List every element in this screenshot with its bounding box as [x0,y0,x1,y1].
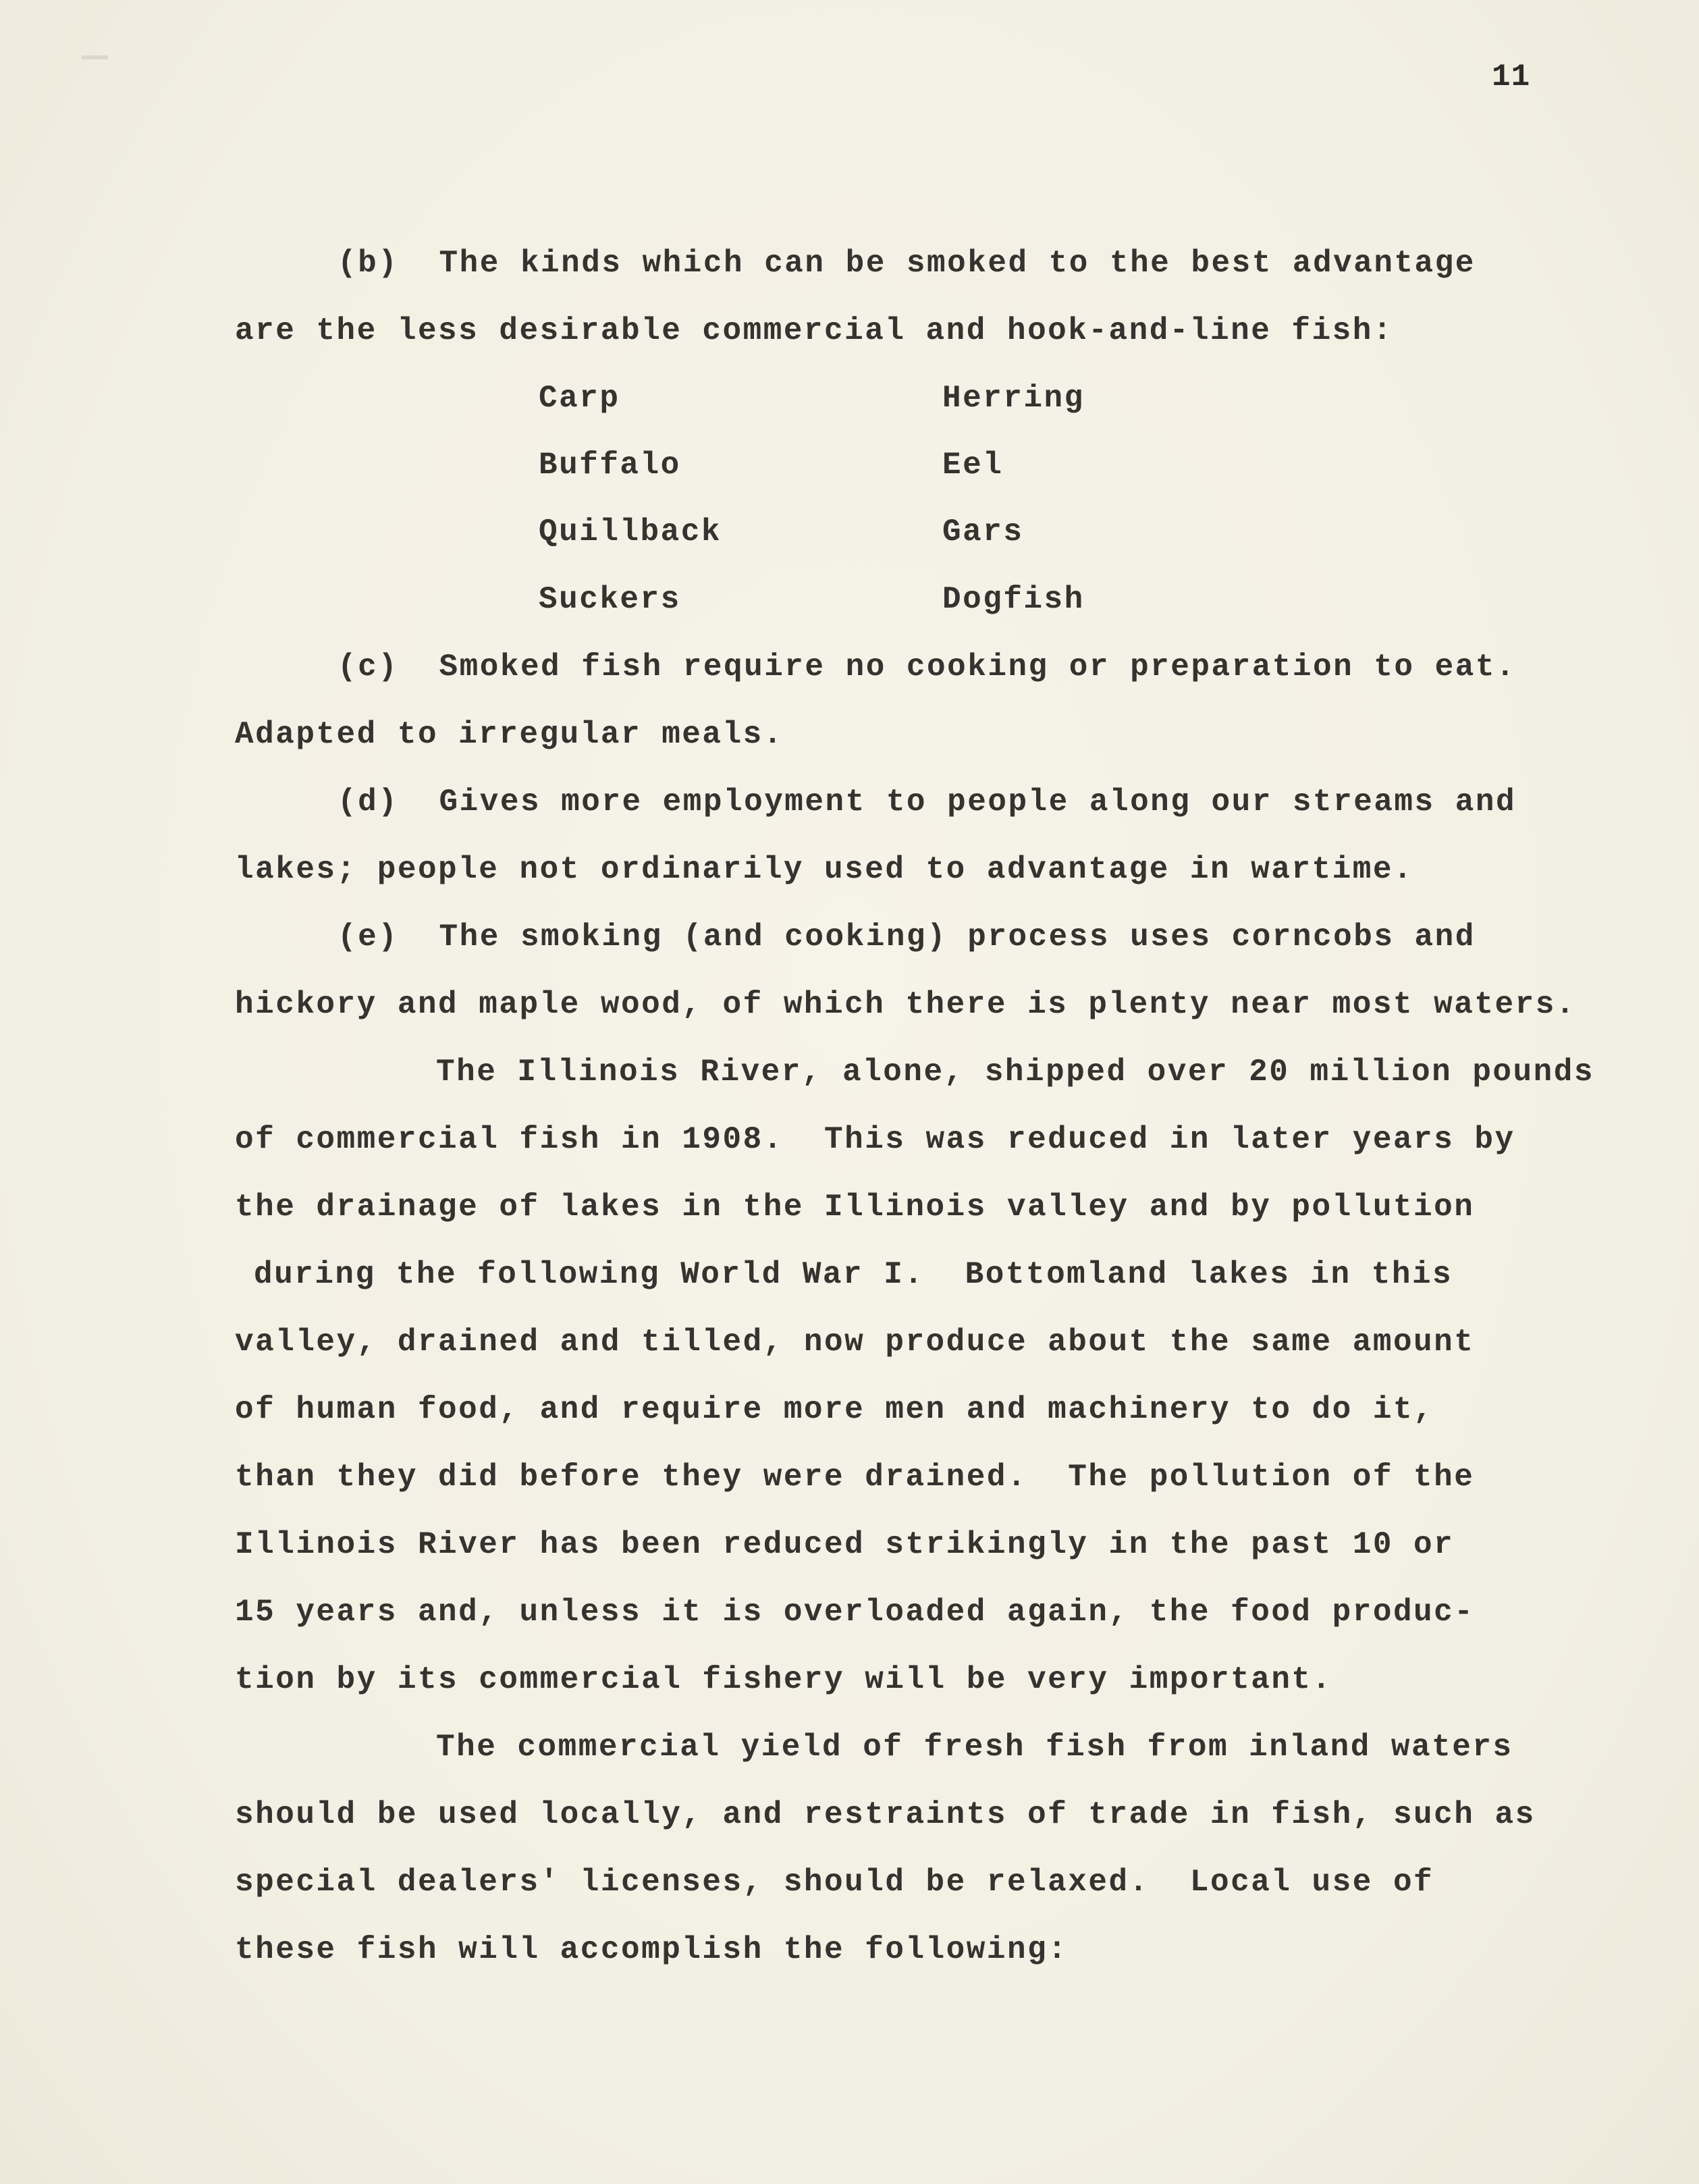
page-number: 11 [1492,59,1531,95]
fish-list-item: Herring [942,381,1085,416]
paragraph-c-line-2: Adapted to irregular meals. [235,717,784,752]
illinois-paragraph-line: the drainage of lakes in the Illinois valley and by pollution [235,1190,1475,1225]
paragraph-b-line-2: are the less desirable commercial and hook-and-line fish: [235,313,1393,348]
fish-list-item: Carp [539,381,620,416]
illinois-paragraph-line: of human food, and require more men and machinery to do it, [235,1392,1434,1427]
fish-list-item: Buffalo [539,448,681,483]
fish-list-item: Quillback [539,514,722,550]
illinois-paragraph-line: of commercial fish in 1908. This was reduced in later years by [235,1122,1515,1157]
illinois-paragraph-line: Illinois River has been reduced strikingly in the past 10 or [235,1527,1455,1562]
paragraph-d-line-2: lakes; people not ordinarily used to advantage in wartime. [235,852,1414,887]
illinois-paragraph-line: The Illinois River, alone, shipped over 20 million pounds [436,1055,1594,1090]
paragraph-b-line-1: (b) The kinds which can be smoked to the best advantage [338,246,1476,281]
illinois-paragraph-line: valley, drained and tilled, now produce about the same amount [235,1325,1475,1360]
paragraph-e-line-1: (e) The smoking (and cooking) process uses corncobs and [338,920,1476,955]
commercial-paragraph-line: should be used locally, and restraints of trade in fish, such as [235,1797,1536,1832]
commercial-paragraph-line: special dealers' licenses, should be relaxed. Local use of [235,1865,1434,1900]
illinois-paragraph-line: than they did before they were drained. The pollution of the [235,1460,1475,1495]
fish-list-item: Gars [942,514,1024,550]
fish-list-item: Suckers [539,582,681,617]
paragraph-c-line-1: (c) Smoked fish require no cooking or preparation to eat. [338,649,1517,685]
commercial-paragraph-line: The commercial yield of fresh fish from inland waters [436,1730,1513,1765]
illinois-paragraph-line: 15 years and, unless it is overloaded again, the food produc- [235,1595,1475,1630]
fish-list-item: Eel [942,448,1004,483]
paragraph-e-line-2: hickory and maple wood, of which there is plenty near most waters. [235,987,1576,1022]
illinois-paragraph-line: during the following World War I. Bottomland lakes in this [254,1257,1453,1292]
paragraph-d-line-1: (d) Gives more employment to people along our streams and [338,784,1517,820]
fish-list-item: Dogfish [942,582,1085,617]
illinois-paragraph-line: tion by its commercial fishery will be very important. [235,1662,1332,1697]
paper-smudge [81,55,108,59]
commercial-paragraph-line: these fish will accomplish the following: [235,1932,1069,1967]
